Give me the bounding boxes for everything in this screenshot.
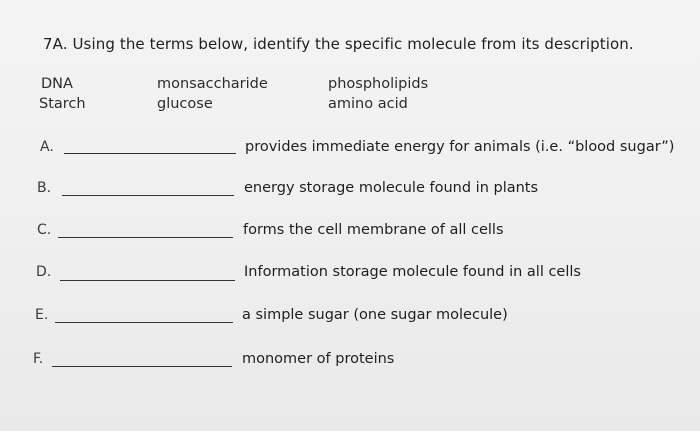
question-letter-e: E.: [35, 307, 49, 323]
term-monosaccharide: monsaccharide: [157, 76, 268, 92]
question-description-a: provides immediate energy for animals (i.e. “blood sugar”): [245, 139, 675, 155]
question-description-e: a simple sugar (one sugar molecule): [242, 307, 508, 323]
answer-blank-f[interactable]: [52, 366, 232, 367]
answer-blank-e[interactable]: [55, 322, 233, 323]
question-letter-f: F.: [33, 351, 44, 367]
answer-blank-b[interactable]: [62, 195, 234, 196]
term-dna: DNA: [41, 76, 73, 92]
answer-blank-d[interactable]: [60, 280, 235, 281]
term-amino-acid: amino acid: [328, 96, 408, 112]
question-letter-c: C.: [37, 222, 52, 238]
question-description-c: forms the cell membrane of all cells: [243, 222, 504, 238]
question-title: 7A. Using the terms below, identify the specific molecule from its description.: [43, 35, 634, 53]
question-description-d: Information storage molecule found in all cells: [244, 264, 581, 280]
question-description-f: monomer of proteins: [242, 351, 395, 367]
question-letter-d: D.: [36, 264, 52, 280]
question-description-b: energy storage molecule found in plants: [244, 180, 539, 196]
answer-blank-a[interactable]: [64, 153, 236, 154]
term-starch: Starch: [39, 96, 86, 112]
answer-blank-c[interactable]: [58, 237, 233, 238]
question-letter-a: A.: [40, 139, 54, 155]
question-letter-b: B.: [37, 180, 52, 196]
term-glucose: glucose: [157, 96, 213, 112]
term-phospholipids: phospholipids: [328, 76, 429, 92]
